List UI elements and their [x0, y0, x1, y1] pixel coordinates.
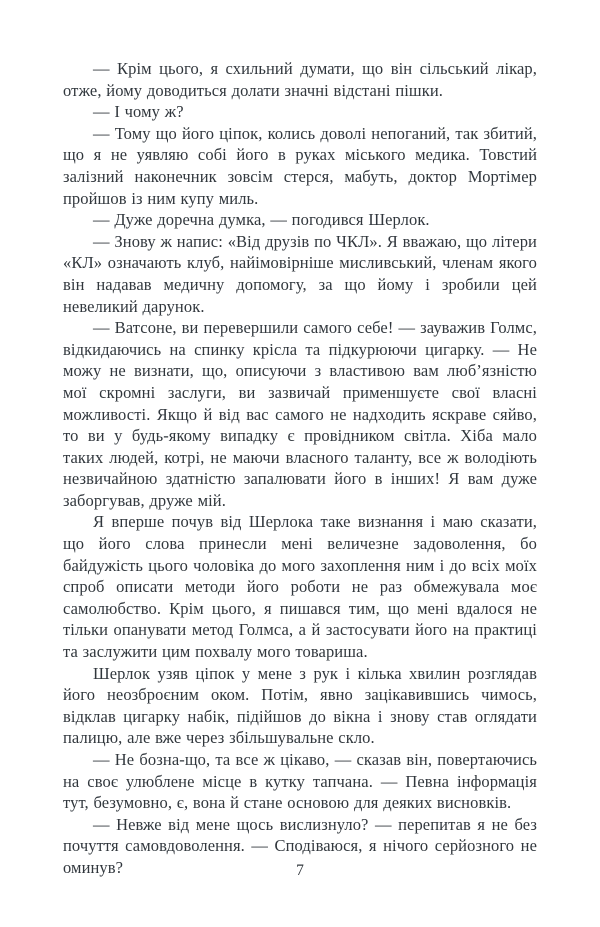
page-number: 7 [296, 862, 304, 879]
paragraph: — Ватсоне, ви перевершили самого себе! — зауважив Голмс, відкидаючись на спинку крісла та підкурюючи цигарку. — Не можу не визнати, що, описуючи з властивою вам люб’язністю мої скромні заслуги, ви зазвичай применшуєте свої власні можливості. Якщо й від вас самого не надходить яскраве сяйво, то ви у будь-якому випадку є провідником світла. Хіба мало таких людей, котрі, не маючи власного таланту, все ж володіють незвичайною здатністю запалювати його в інших! Я вам дуже заборгував, друже мій. [63, 318, 537, 510]
paragraph: — Дуже доречна думка, — погодився Шерлок. [93, 210, 430, 230]
paragraph: — Не бозна-що, та все ж цікаво, — сказав він, повертаючись на своє улюблене місце в кутку тапчана. — Певна інформація тут, безумовно, є, вона й стане основою для деяких висновків. [63, 750, 537, 813]
paragraph: — Знову ж напис: «Від друзів по ЧКЛ». Я вважаю, що літери «КЛ» означають клуб, найімовірніше мисливський, членам якого він надавав медичну допомогу, за що йому і зробили цей невеликий дарунок. [63, 231, 537, 316]
paragraph: Я вперше почув від Шерлока таке визнання і маю сказати, що його слова принесли мені величезне задоволення, бо байдужість цього чоловіка до мого захоплення ним і до всіх моїх спроб описати методи його роботи не раз обмежувала моє самолюбство. Крім цього, я пишався тим, що мені вдалося не тільки опанувати метод Голмса, а й застосувати його на практиці та заслужити цим похвалу мого товариша. [63, 512, 537, 662]
paragraph: — Тому що його ціпок, колись доволі непоганий, так збитий, що я не уявляю собі його в руках міського медика. Товстий залізний наконечник зовсім стерся, мабуть, доктор Мортімер пройшов із ним купу миль. [63, 123, 537, 208]
paragraph: Шерлок узяв ціпок у мене з рук і кілька хвилин розглядав його неозброєним оком. Потім, явно зацікавившись чимось, відклав цигарку набік, підійшов до вікна і знову став оглядати палицю, але вже через збільшувальне скло. [63, 663, 537, 748]
paragraph: — І чому ж? [93, 102, 184, 122]
paragraph: — Крім цього, я схильний думати, що він сільський лікар, отже, йому доводиться долати значні відстані пішки. [63, 59, 537, 100]
paragraph: — Невже від мене щось вислизнуло? — перепитав я не без почуття самовдоволення. — Сподіваюся, я нічого серйозного не оминув? [63, 814, 537, 877]
page-text-block [63, 58, 537, 879]
